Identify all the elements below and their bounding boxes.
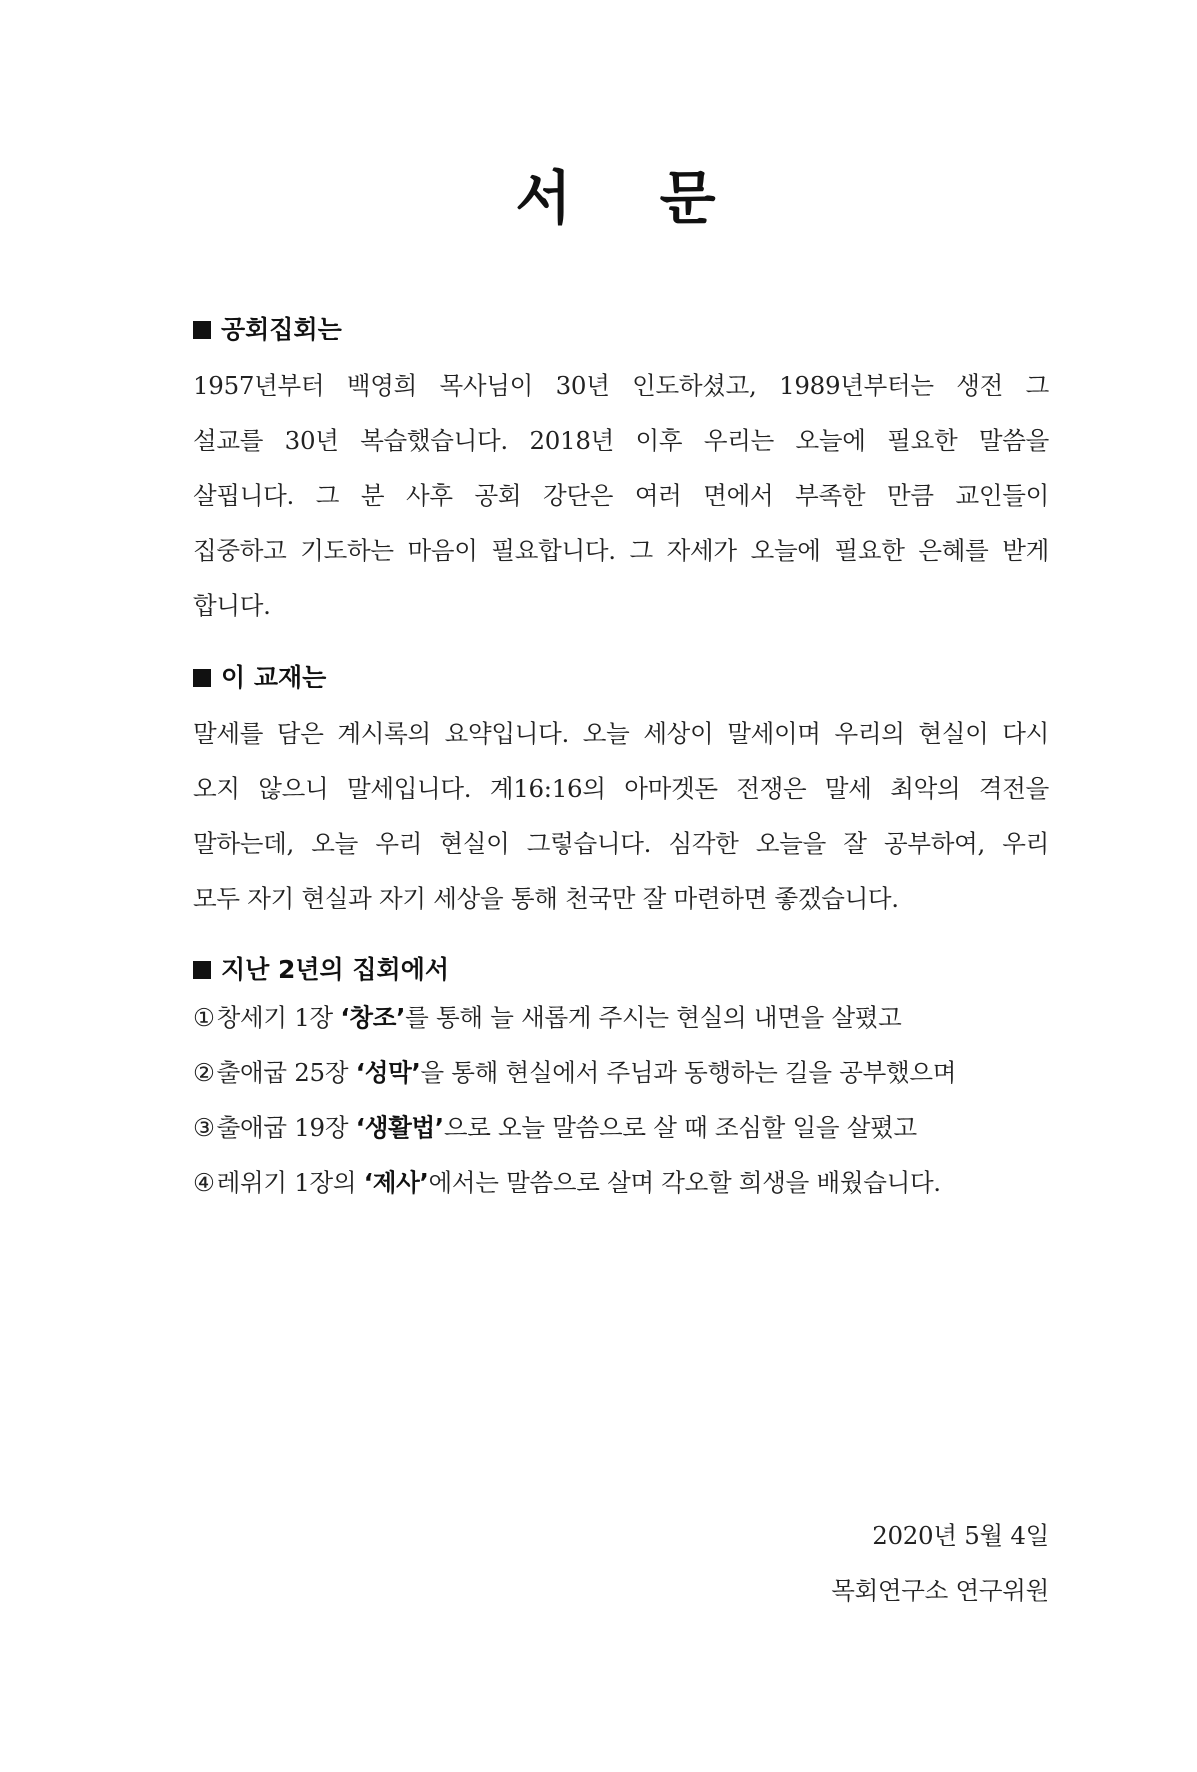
- section-heading-text: 지난 2년의 집회에서: [221, 955, 450, 984]
- list-item: [193, 1155, 1049, 1210]
- section-heading-text: 공회집회는: [221, 315, 342, 344]
- paragraph-line: 모두 자기 현실과 자기 세상을 통해 천국만 잘 마련하면 좋겠습니다.: [193, 884, 899, 913]
- list-item-text: 으로 오늘 말씀으로 살 때 조심할 일을 살폈고: [443, 1113, 917, 1142]
- list-item-text: 레위기 1장의: [216, 1168, 364, 1197]
- paragraph-line: 살핍니다. 그 분 사후 공회 강단은 여러 면에서 부족한 만큼 교인들이: [193, 481, 1049, 510]
- section-past-meetings: [193, 952, 1049, 1210]
- square-bullet-icon: [193, 321, 211, 339]
- signature-date: 2020년 5월 4일: [872, 1521, 1049, 1550]
- signature-author: 목회연구소 연구위원: [831, 1576, 1049, 1605]
- section-heading: [193, 660, 1049, 696]
- list-number: ②: [193, 1058, 215, 1087]
- list-item-emphasis: ‘성막’: [355, 1058, 421, 1087]
- section-heading-text: 이 교재는: [221, 663, 327, 692]
- paragraph-line: 설교를 30년 복습했습니다. 2018년 이후 우리는 오늘에 필요한 말씀을: [193, 426, 1049, 455]
- list-item: [193, 1100, 1049, 1155]
- list-item-text: 출애굽 19장: [216, 1113, 356, 1142]
- paragraph-line: 오지 않으니 말세입니다. 계16:16의 아마겟돈 전쟁은 말세 최악의 격전을: [193, 774, 1049, 803]
- page-title: 서 문: [515, 164, 750, 232]
- section-heading: [193, 312, 1049, 348]
- paragraph-line: 말세를 담은 계시록의 요약입니다. 오늘 세상이 말세이며 우리의 현실이 다시: [193, 719, 1049, 748]
- list-item-text: 을 통해 현실에서 주님과 동행하는 길을 공부했으며: [420, 1058, 957, 1087]
- paragraph-line: 합니다.: [193, 591, 271, 620]
- square-bullet-icon: [193, 669, 211, 687]
- list-number: ③: [193, 1113, 215, 1142]
- list-item-emphasis: ‘생활법’: [355, 1113, 444, 1142]
- list-item: [193, 990, 1049, 1045]
- paragraph-line: 말하는데, 오늘 우리 현실이 그렇습니다. 심각한 오늘을 잘 공부하여, 우리: [193, 829, 1049, 858]
- list-item: [193, 1045, 1049, 1100]
- list-item-text: 출애굽 25장: [216, 1058, 356, 1087]
- square-bullet-icon: [193, 961, 211, 979]
- list-item-text: 에서는 말씀으로 살며 각오할 희생을 배웠습니다.: [428, 1168, 941, 1197]
- list-number: ①: [193, 1003, 215, 1032]
- list-item-emphasis: ‘제사’: [363, 1168, 429, 1197]
- list-item-text: 를 통해 늘 새롭게 주시는 현실의 내면을 살폈고: [405, 1003, 902, 1032]
- paragraph-line: 1957년부터 백영희 목사님이 30년 인도하셨고, 1989년부터는 생전 그: [193, 371, 1049, 400]
- list-number: ④: [193, 1168, 215, 1197]
- section-paragraph: [193, 358, 1049, 633]
- section-heading: [193, 952, 1049, 988]
- list-item-text: 창세기 1장: [216, 1003, 341, 1032]
- section-paragraph: [193, 706, 1049, 926]
- list-item-emphasis: ‘창조’: [340, 1003, 406, 1032]
- paragraph-line: 집중하고 기도하는 마음이 필요합니다. 그 자세가 오늘에 필요한 은혜를 받게: [193, 536, 1049, 565]
- section-assembly: [193, 312, 1049, 633]
- section-textbook: [193, 660, 1049, 926]
- signature-block: [831, 1508, 1049, 1618]
